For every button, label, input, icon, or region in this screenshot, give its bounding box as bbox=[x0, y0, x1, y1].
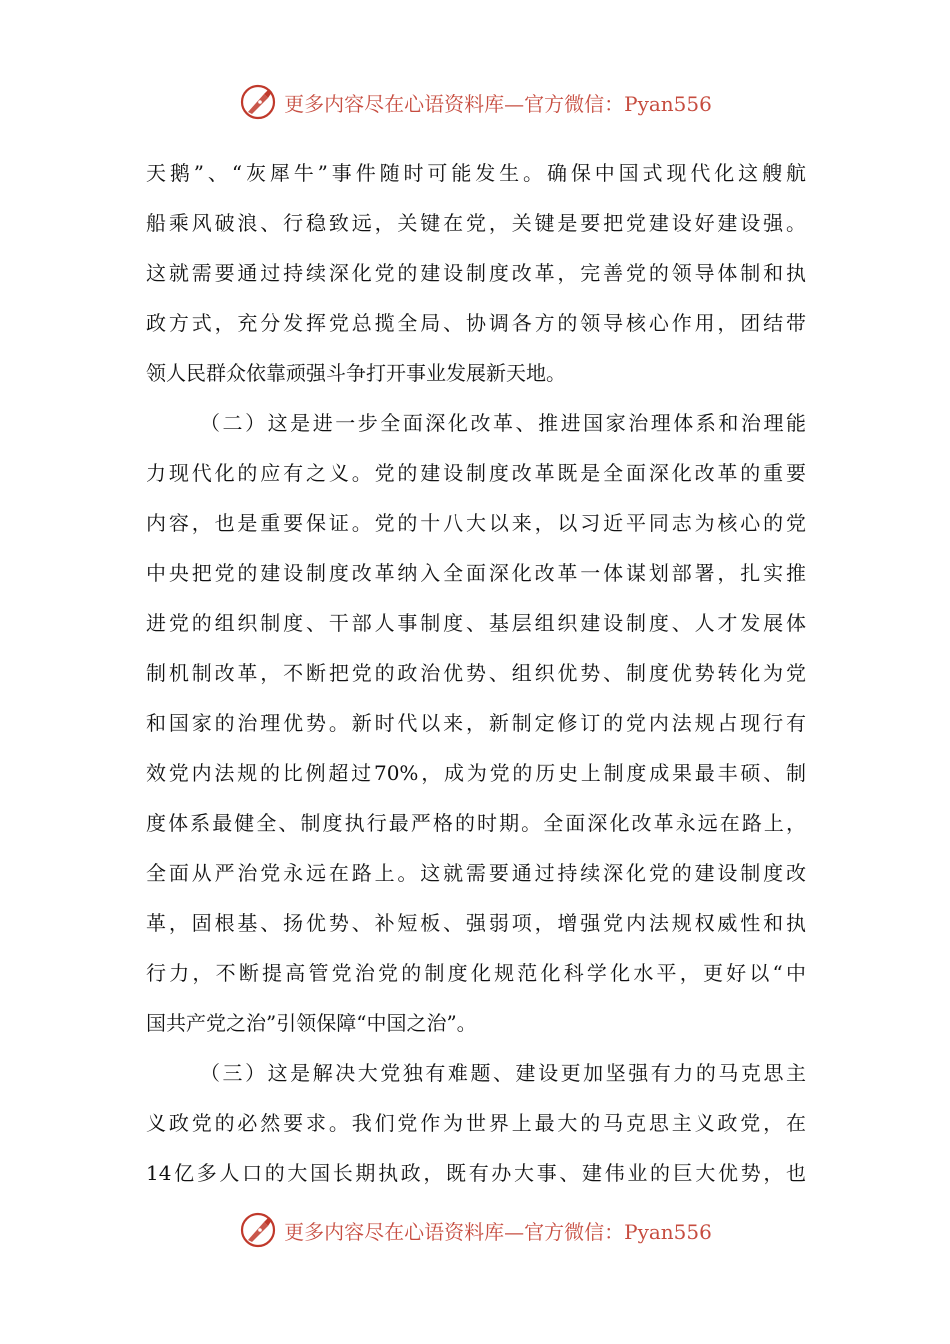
text-line: 天鹅”、“灰犀牛”事件随时可能发生。确保中国式现代化这艘航 bbox=[146, 161, 806, 185]
text-line: 政方式，充分发挥党总揽全局、协调各方的领导核心作用，团结带 bbox=[146, 311, 806, 335]
text-line: 内容，也是重要保证。党的十八大以来，以习近平同志为核心的党 bbox=[146, 511, 806, 535]
text-line: 革，固根基、扬优势、补短板、强弱项，增强党内法规权威性和执 bbox=[146, 911, 806, 935]
text-line: 领人民群众依靠顽强斗争打开事业发展新天地。 bbox=[146, 361, 566, 385]
text-line: （二）这是进一步全面深化改革、推进国家治理体系和治理能 bbox=[200, 411, 806, 435]
pen-nib-circle-icon bbox=[238, 1210, 278, 1250]
text-line: 国共产党之治”引领保障“中国之治”。 bbox=[146, 1011, 477, 1035]
pen-nib-circle-icon bbox=[238, 82, 278, 122]
text-line: （三）这是解决大党独有难题、建设更加坚强有力的马克思主 bbox=[200, 1061, 806, 1085]
watermark-text: 更多内容尽在心语资料库—官方微信：Pyan556 bbox=[284, 1219, 712, 1244]
watermark-footer bbox=[0, 1208, 950, 1252]
text-line: 这就需要通过持续深化党的建设制度改革，完善党的领导体制和执 bbox=[146, 261, 806, 285]
watermark-header bbox=[0, 80, 950, 124]
text-line: 进党的组织制度、干部人事制度、基层组织建设制度、人才发展体 bbox=[146, 611, 806, 635]
text-line: 制机制改革，不断把党的政治优势、组织优势、制度优势转化为党 bbox=[146, 661, 806, 685]
text-line: 14亿多人口的大国长期执政，既有办大事、建伟业的巨大优势，也 bbox=[146, 1161, 806, 1185]
text-line: 船乘风破浪、行稳致远，关键在党，关键是要把党建设好建设强。 bbox=[146, 211, 806, 235]
text-line: 义政党的必然要求。我们党作为世界上最大的马克思主义政党，在 bbox=[146, 1111, 806, 1135]
text-line: 度体系最健全、制度执行最严格的时期。全面深化改革永远在路上， bbox=[146, 811, 806, 835]
text-line: 效党内法规的比例超过70%，成为党的历史上制度成果最丰硕、制 bbox=[146, 761, 806, 785]
text-line: 行力，不断提高管党治党的制度化规范化科学化水平，更好以“中 bbox=[146, 961, 806, 985]
text-line: 中央把党的建设制度改革纳入全面深化改革一体谋划部署，扎实推 bbox=[146, 561, 806, 585]
text-line: 和国家的治理优势。新时代以来，新制定修订的党内法规占现行有 bbox=[146, 711, 806, 735]
text-line: 力现代化的应有之义。党的建设制度改革既是全面深化改革的重要 bbox=[146, 461, 806, 485]
watermark-text: 更多内容尽在心语资料库—官方微信：Pyan556 bbox=[284, 91, 712, 116]
text-line: 全面从严治党永远在路上。这就需要通过持续深化党的建设制度改 bbox=[146, 861, 806, 885]
document-body bbox=[146, 148, 806, 1198]
